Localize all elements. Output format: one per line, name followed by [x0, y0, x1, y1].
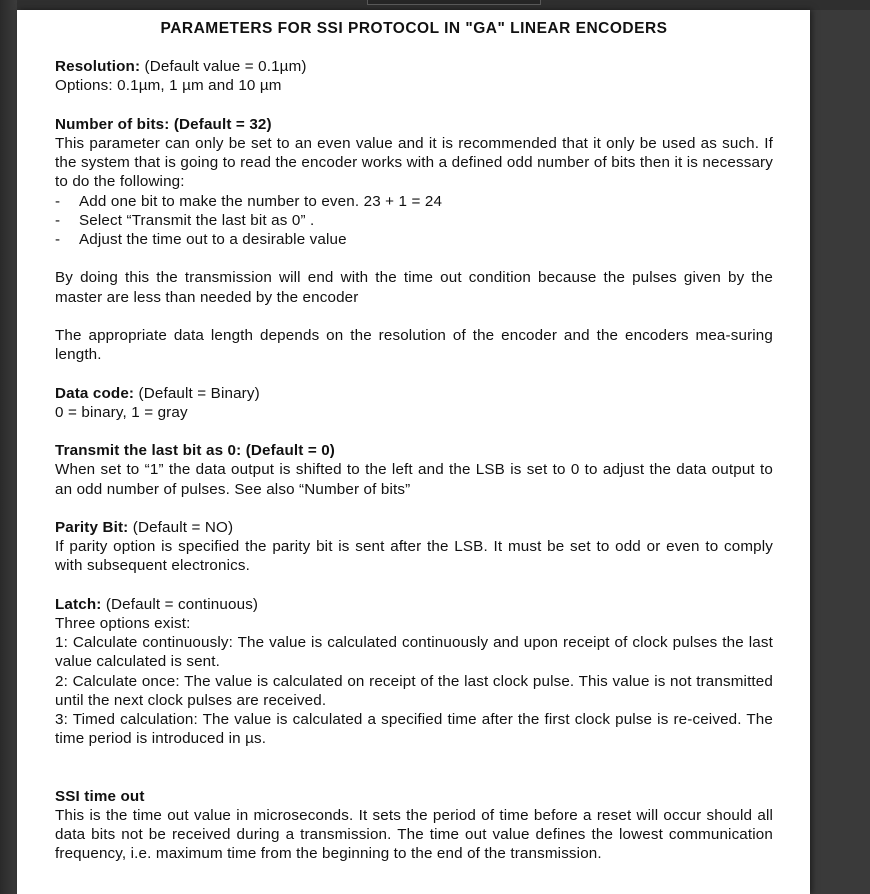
bits-bullet [55, 211, 773, 230]
document-page [17, 10, 810, 894]
bits-paragraph-2: By doing this the transmission will end with the time out condition because the pulses given by the master are less than needed by the encoder [55, 269, 773, 306]
resolution-default: (Default value = 0.1µm) [140, 58, 307, 76]
bullet-dash: - [55, 192, 61, 210]
resolution-options: Options: 0.1µm, 1 µm and 10 µm [55, 77, 282, 95]
latch-default: (Default = continuous) [101, 595, 259, 613]
bullet-dash: - [55, 231, 61, 249]
bullet-dash: - [55, 211, 61, 229]
data-code-default: (Default = Binary) [134, 384, 260, 402]
last-bit-text: When set to “1” the data output is shifted to the left and the LSB is set to 0 to adjust the data output to an odd number of pulses. See also “Number of bits” [55, 461, 773, 498]
bits-paragraph-3: The appropriate data length depends on the resolution of the encoder and the encoders mea-suring length. [55, 327, 773, 364]
latch-option: 3: Timed calculation: The value is calculated a specified time after the first clock pulse is re-ceived. The time period is introduced in µs. [55, 711, 773, 748]
latch-option: 1: Calculate continuously: The value is calculated continuously and upon receipt of clock pulses the last value calculated is sent. [55, 634, 773, 671]
latch-section [55, 595, 773, 749]
parity-line [55, 518, 773, 537]
data-code-text: 0 = binary, 1 = gray [55, 403, 188, 421]
bits-bullet-text: Adjust the time out to a desirable value [79, 231, 347, 249]
timeout-text: This is the time out value in microseconds. It sets the period of time before a reset will occur should all data bits not be received during a transmission. The time out value defines the lowest communication frequency, i.e. maximum time from the beginning to the end of the transmission. [55, 807, 773, 863]
bits-bullet [55, 230, 773, 249]
parity-section [55, 518, 773, 576]
latch-heading: Latch: [55, 595, 102, 613]
page-number-field[interactable] [367, 0, 541, 5]
timeout-section [55, 787, 773, 864]
data-code-heading: Data code: [55, 384, 135, 402]
parity-heading: Parity Bit: [55, 518, 129, 536]
parity-text: If parity option is specified the parity bit is sent after the LSB. It must be set to odd or even to comply with subsequent electronics. [55, 538, 773, 575]
resolution-section [55, 57, 773, 95]
timeout-heading: SSI time out [55, 787, 145, 805]
data-code-line [55, 384, 773, 403]
viewer-left-margin [0, 0, 17, 894]
bits-bullet [55, 192, 773, 211]
parity-default: (Default = NO) [128, 518, 234, 536]
bits-bullet-text: Add one bit to make the number to even. 23 + 1 = 24 [79, 192, 443, 210]
latch-option: 2: Calculate once: The value is calculated on receipt of the last clock pulse. This value is not transmitted until the next clock pulses are received. [55, 672, 773, 709]
latch-line [55, 595, 773, 614]
data-code-section [55, 384, 773, 422]
page-content [55, 10, 773, 883]
viewer-toolbar [0, 0, 870, 10]
resolution-line [55, 57, 773, 76]
bits-section [55, 115, 773, 249]
bits-bullet-text: Select “Transmit the last bit as 0” . [79, 211, 315, 229]
bits-text: This parameter can only be set to an even value and it is recommended that it only be used as such. If the system that is going to read the encoder works with a defined odd number of bits then it is necessary to do the following: [55, 135, 773, 191]
page-title: PARAMETERS FOR SSI PROTOCOL IN "GA" LINEAR ENCODERS [160, 20, 668, 37]
bits-heading: Number of bits: (Default = 32) [55, 115, 272, 133]
latch-intro: Three options exist: [55, 614, 191, 632]
last-bit-heading: Transmit the last bit as 0: (Default = 0) [55, 442, 336, 460]
resolution-heading: Resolution: [55, 58, 141, 76]
last-bit-section [55, 441, 773, 499]
